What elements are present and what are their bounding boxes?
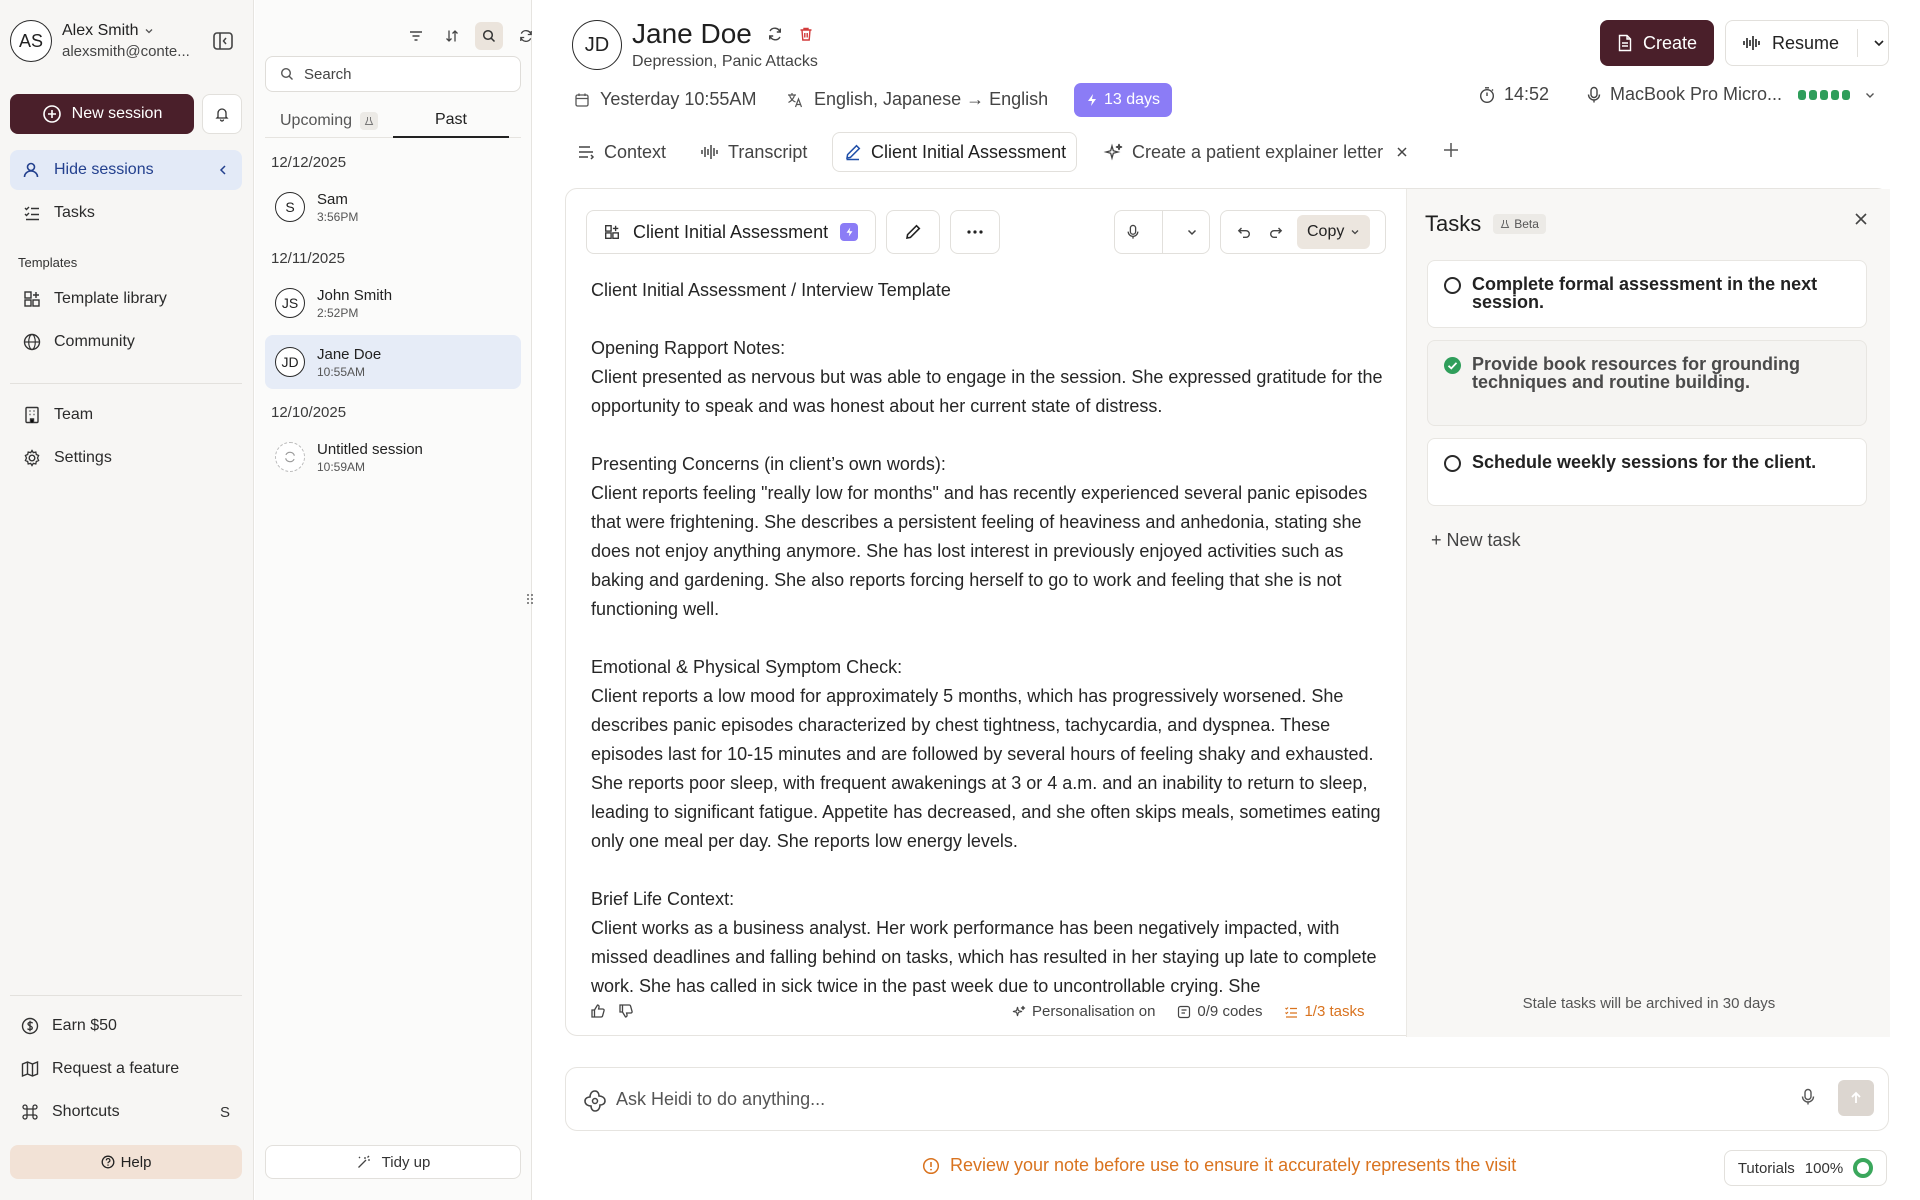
check-circle-icon[interactable]	[1444, 357, 1461, 374]
sidebar-item-label: Earn $50	[52, 1017, 117, 1034]
patient-name[interactable]: Jane Doe	[632, 18, 752, 49]
create-button[interactable]	[1600, 20, 1714, 66]
bell-icon	[214, 106, 230, 122]
tab-context[interactable]	[566, 132, 676, 172]
timer-label: 14:52	[1504, 84, 1550, 104]
tutorials-button[interactable]	[1724, 1150, 1887, 1186]
lightning-icon	[1086, 93, 1098, 107]
note-paragraph: Client reports feeling "really low for months" and has recently experienced several panic episodes that were frightening. She describes a persistent feeling of heaviness and anhedonia, stating she does not enjoy anything anymore. She has lost interest in previously enjoyed activities such as baking and gardening. She also reports forcing herself to go to work and feeling that she is not functioning well.	[591, 483, 1368, 619]
stale-tasks-note: Stale tasks will be archived in 30 days	[1522, 995, 1776, 1012]
note-paragraph: Client presented as nervous but was able to engage in the session. She expressed gratitude for the opportunity to speak and was honest about her current state of distress.	[591, 367, 1383, 416]
resume-label: Resume	[1772, 32, 1840, 53]
tutorials-progress: 100%	[1804, 1159, 1844, 1177]
tab-past[interactable]	[393, 104, 509, 138]
tab-label: Create a patient explainer letter	[1132, 141, 1384, 162]
waveform-icon	[700, 142, 720, 162]
session-time: 10:59AM	[317, 459, 366, 474]
sidebar-item-template-library[interactable]	[10, 279, 242, 319]
beta-label: Beta	[1514, 217, 1539, 231]
note-paragraph: Presenting Concerns (in client’s own words):	[591, 454, 946, 474]
user-name: Alex Smith	[62, 22, 139, 39]
warning-circle-icon	[922, 1157, 940, 1175]
personalisation-label: Personalisation on	[1032, 1003, 1156, 1020]
sidebar-item-label: Shortcuts	[52, 1103, 120, 1120]
sidebar-item-tasks[interactable]	[10, 193, 242, 233]
translate-icon	[786, 91, 804, 109]
magic-wand-icon	[356, 1154, 372, 1170]
edit-button[interactable]	[886, 210, 940, 254]
waveform-icon	[1742, 34, 1762, 52]
tab-label: Upcoming	[279, 111, 353, 129]
user-email: alexsmith@conte...	[62, 43, 190, 60]
task-item[interactable]	[1427, 340, 1867, 426]
chevron-down-icon	[1864, 89, 1876, 101]
user-icon	[22, 160, 42, 180]
new-session-label: New session	[71, 105, 163, 122]
session-time: 10:55AM	[317, 364, 366, 379]
session-date-label: Yesterday 10:55AM	[600, 89, 757, 109]
sidebar-item-settings[interactable]	[10, 438, 242, 478]
filter-icon[interactable]	[403, 23, 429, 49]
session-time: 2:52PM	[317, 305, 359, 320]
sidebar-item-earn[interactable]	[10, 1006, 242, 1046]
resume-button[interactable]	[1725, 20, 1889, 66]
redo-icon[interactable]	[1269, 225, 1283, 239]
collapse-sidebar-icon[interactable]	[212, 30, 234, 52]
search-placeholder: Search	[304, 65, 352, 83]
thumbs-up-icon[interactable]	[590, 1003, 606, 1019]
tasks-count-label: 1/3 tasks	[1304, 1003, 1365, 1020]
note-paragraph: Client Initial Assessment / Interview Template	[591, 280, 951, 300]
user-avatar: AS	[10, 20, 52, 62]
chevron-down-icon[interactable]	[1872, 36, 1886, 50]
days-badge-label: 13 days	[1103, 91, 1161, 108]
codes-status[interactable]	[1177, 1003, 1262, 1020]
tab-patient-letter[interactable]	[1094, 132, 1419, 172]
tab-upcoming[interactable]	[265, 104, 393, 138]
chevron-left-icon	[218, 164, 228, 176]
note-paragraph: Client works as a business analyst. Her work performance has been negatively impacted, with missed deadlines and falling behind on tasks, which has resulted in her staying up late to complete work. She has called in sick twice in the past week due to uncontrollable crying. She	[591, 918, 1377, 996]
session-date-header: 12/12/2025	[271, 154, 347, 171]
session-name: Sam	[317, 190, 348, 208]
gear-icon	[22, 448, 42, 468]
tab-label: Client Initial Assessment	[871, 141, 1067, 162]
session-item-john-smith[interactable]	[265, 276, 521, 330]
session-name: Untitled session	[317, 440, 423, 458]
swap-icon[interactable]	[766, 25, 784, 43]
stopwatch-icon	[1478, 86, 1496, 104]
divider	[10, 995, 242, 996]
grid-plus-icon	[22, 289, 42, 309]
tidy-up-label: Tidy up	[381, 1153, 431, 1171]
note-paragraph: Client reports a low mood for approximately 5 months, which has progressively worsened. She describes panic episodes characterized by chest tightness, tachycardia, and dyspnea. These episodes last for 10-15 minutes and are followed by several hours of feeling shaky and exhausted. She reports poor sleep, with frequent awakenings at 3 or 4 a.m. and an inability to return to sleep, leading to significant fatigue. Appetite has decreased, and she often skips meals, sometimes eating only one meal per day. She reports low energy levels.	[591, 686, 1381, 851]
divider	[1857, 29, 1858, 57]
help-button[interactable]	[10, 1145, 242, 1179]
plus-circle-icon	[42, 104, 62, 124]
tab-transcript[interactable]	[690, 132, 817, 172]
tasks-panel	[1406, 189, 1890, 1037]
task-checkbox[interactable]	[1444, 455, 1461, 472]
audio-level-icon	[1798, 90, 1850, 100]
session-name: Jane Doe	[317, 345, 382, 363]
days-badge[interactable]	[1074, 83, 1172, 117]
microphone-icon	[1586, 86, 1602, 104]
divider	[10, 383, 242, 384]
patient-title-row	[632, 18, 814, 50]
tab-label: Past	[434, 111, 467, 128]
resize-handle-icon[interactable]	[526, 592, 534, 606]
session-name: John Smith	[317, 286, 393, 304]
account-switcher[interactable]	[10, 20, 190, 62]
copy-label: Copy	[1307, 223, 1345, 240]
tasks-title: Tasks	[1425, 211, 1482, 236]
sidebar-item-team[interactable]	[10, 395, 242, 435]
template-selector[interactable]	[586, 210, 876, 254]
session-avatar: S	[275, 192, 305, 222]
patient-avatar: JD	[572, 20, 622, 70]
close-tasks-icon[interactable]	[1853, 211, 1869, 227]
question-circle-icon	[101, 1155, 115, 1169]
notifications-button[interactable]	[202, 94, 242, 134]
session-avatar: JD	[275, 347, 305, 377]
document-icon	[1617, 34, 1633, 52]
context-icon	[576, 142, 596, 162]
note-paragraph: Emotional & Physical Symptom Check:	[591, 657, 903, 677]
note-body[interactable]	[591, 276, 1391, 996]
undo-icon[interactable]	[1237, 225, 1251, 239]
codes-label: 0/9 codes	[1197, 1003, 1263, 1020]
calendar-icon	[574, 92, 590, 108]
task-text: Complete formal assessment in the next session.	[1472, 274, 1818, 312]
shortcut-key: S	[219, 1103, 230, 1121]
tab-label: Transcript	[728, 141, 808, 162]
tab-client-initial-assessment[interactable]	[832, 132, 1077, 172]
task-checkbox[interactable]	[1444, 277, 1461, 294]
copy-button[interactable]	[1297, 215, 1370, 249]
tutorials-label: Tutorials	[1737, 1159, 1795, 1177]
paragraph-spacer	[591, 856, 1391, 885]
main-sidebar	[0, 0, 254, 1200]
task-text: Provide book resources for grounding techniques and routine building.	[1472, 354, 1801, 392]
tidy-up-button[interactable]	[265, 1145, 521, 1179]
lightning-icon	[840, 223, 858, 241]
patient-conditions[interactable]: Depression, Panic Attacks	[632, 53, 818, 70]
chevron-down-icon[interactable]	[1186, 226, 1198, 238]
sidebar-item-label: Team	[54, 406, 94, 423]
command-icon	[20, 1102, 40, 1122]
refresh-icon	[283, 450, 297, 464]
dollar-circle-icon	[20, 1016, 40, 1036]
task-item[interactable]	[1427, 438, 1867, 506]
session-date-header: 12/11/2025	[271, 250, 345, 267]
ask-heidi-input[interactable]	[565, 1067, 1889, 1131]
building-icon	[22, 405, 42, 425]
microphone-icon[interactable]	[1800, 1088, 1816, 1106]
template-name: Client Initial Assessment	[633, 221, 829, 242]
language-selector[interactable]	[786, 89, 1048, 110]
tasks-status[interactable]	[1284, 1003, 1364, 1020]
session-item-untitled[interactable]	[265, 430, 521, 484]
ellipsis-icon	[966, 229, 984, 235]
microphone-icon[interactable]	[1126, 224, 1140, 240]
microphone-label: MacBook Pro Micro...	[1610, 84, 1783, 104]
add-tab-icon[interactable]	[1441, 140, 1461, 160]
note-paragraph: Brief Life Context:	[591, 889, 735, 909]
thumbs-down-icon[interactable]	[618, 1003, 634, 1019]
review-warning	[922, 1155, 1516, 1176]
globe-icon	[22, 332, 42, 352]
hide-sessions-label: Hide sessions	[54, 161, 154, 178]
session-item-sam[interactable]	[265, 180, 521, 234]
arrow-up-icon	[1849, 1091, 1863, 1105]
session-time: 3:56PM	[317, 209, 359, 224]
sidebar-item-shortcuts[interactable]	[10, 1092, 242, 1132]
sidebar-item-community[interactable]	[10, 322, 242, 362]
sidebar-item-label: Settings	[54, 449, 112, 466]
search-input[interactable]	[265, 56, 521, 92]
tasks-header	[1425, 211, 1546, 237]
heidi-logo-icon	[582, 1088, 608, 1114]
chevron-down-icon	[144, 26, 154, 36]
beaker-icon	[360, 112, 378, 130]
beaker-icon	[1500, 219, 1510, 229]
new-session-button[interactable]	[10, 94, 194, 134]
divider	[1162, 210, 1163, 254]
session-timer	[1478, 84, 1549, 105]
sidebar-item-label: Template library	[54, 290, 167, 307]
progress-ring-icon	[1853, 1158, 1873, 1178]
sparkle-icon	[1012, 1005, 1026, 1019]
pencil-icon	[843, 142, 863, 162]
search-icon	[280, 67, 294, 81]
chevron-down-icon	[1350, 227, 1360, 237]
beta-badge	[1493, 214, 1546, 234]
map-icon	[20, 1059, 40, 1079]
feedback-controls	[590, 1003, 634, 1019]
hide-sessions-item[interactable]	[10, 150, 242, 190]
dictate-group	[1114, 210, 1210, 254]
sidebar-item-label: Request a feature	[52, 1060, 180, 1077]
edit-actions-group	[1220, 210, 1386, 254]
language-label: English, Japanese → English	[814, 89, 1049, 109]
paragraph-spacer	[591, 624, 1391, 653]
more-options-button[interactable]	[950, 210, 1000, 254]
pencil-icon	[903, 222, 923, 242]
code-box-icon	[1177, 1005, 1191, 1019]
session-avatar	[275, 442, 305, 472]
trash-icon[interactable]	[798, 26, 814, 42]
session-item-jane-doe[interactable]	[265, 335, 521, 389]
grid-plus-icon	[603, 223, 621, 241]
sessions-toolbar	[403, 22, 539, 50]
close-icon[interactable]	[1395, 145, 1409, 159]
sidebar-item-request-feature[interactable]	[10, 1049, 242, 1089]
session-date-header: 12/10/2025	[271, 404, 347, 421]
review-warning-text: Review your note before use to ensure it accurately represents the visit	[950, 1155, 1517, 1175]
note-paragraph: Opening Rapport Notes:	[591, 338, 786, 358]
sparkle-icon	[1104, 142, 1124, 162]
templates-heading: Templates	[18, 255, 78, 270]
paragraph-spacer	[591, 421, 1391, 450]
list-check-icon	[22, 203, 42, 223]
task-text: Schedule weekly sessions for the client.	[1472, 452, 1817, 472]
sidebar-item-label: Community	[54, 333, 135, 350]
tab-label: Context	[604, 141, 667, 162]
send-button[interactable]	[1838, 1080, 1874, 1116]
new-task-button[interactable]: + New task	[1431, 530, 1521, 550]
create-label: Create	[1642, 32, 1698, 53]
session-date[interactable]	[574, 89, 756, 110]
paragraph-spacer	[591, 305, 1391, 334]
session-tabs	[265, 104, 521, 138]
personalisation-status[interactable]	[1012, 1003, 1155, 1020]
ask-placeholder: Ask Heidi to do anything...	[616, 1089, 826, 1109]
sort-icon[interactable]	[439, 23, 465, 49]
microphone-selector[interactable]	[1586, 84, 1876, 105]
session-avatar: JS	[275, 288, 305, 318]
search-toggle-icon[interactable]	[475, 22, 503, 50]
refresh-icon[interactable]	[513, 23, 539, 49]
task-item[interactable]	[1427, 260, 1867, 328]
note-card	[565, 188, 1889, 1036]
sidebar-item-label: Tasks	[54, 204, 95, 221]
note-footer-status	[1012, 1003, 1365, 1020]
help-label: Help	[120, 1153, 152, 1171]
list-check-icon	[1284, 1005, 1298, 1019]
sessions-panel	[255, 0, 532, 1200]
